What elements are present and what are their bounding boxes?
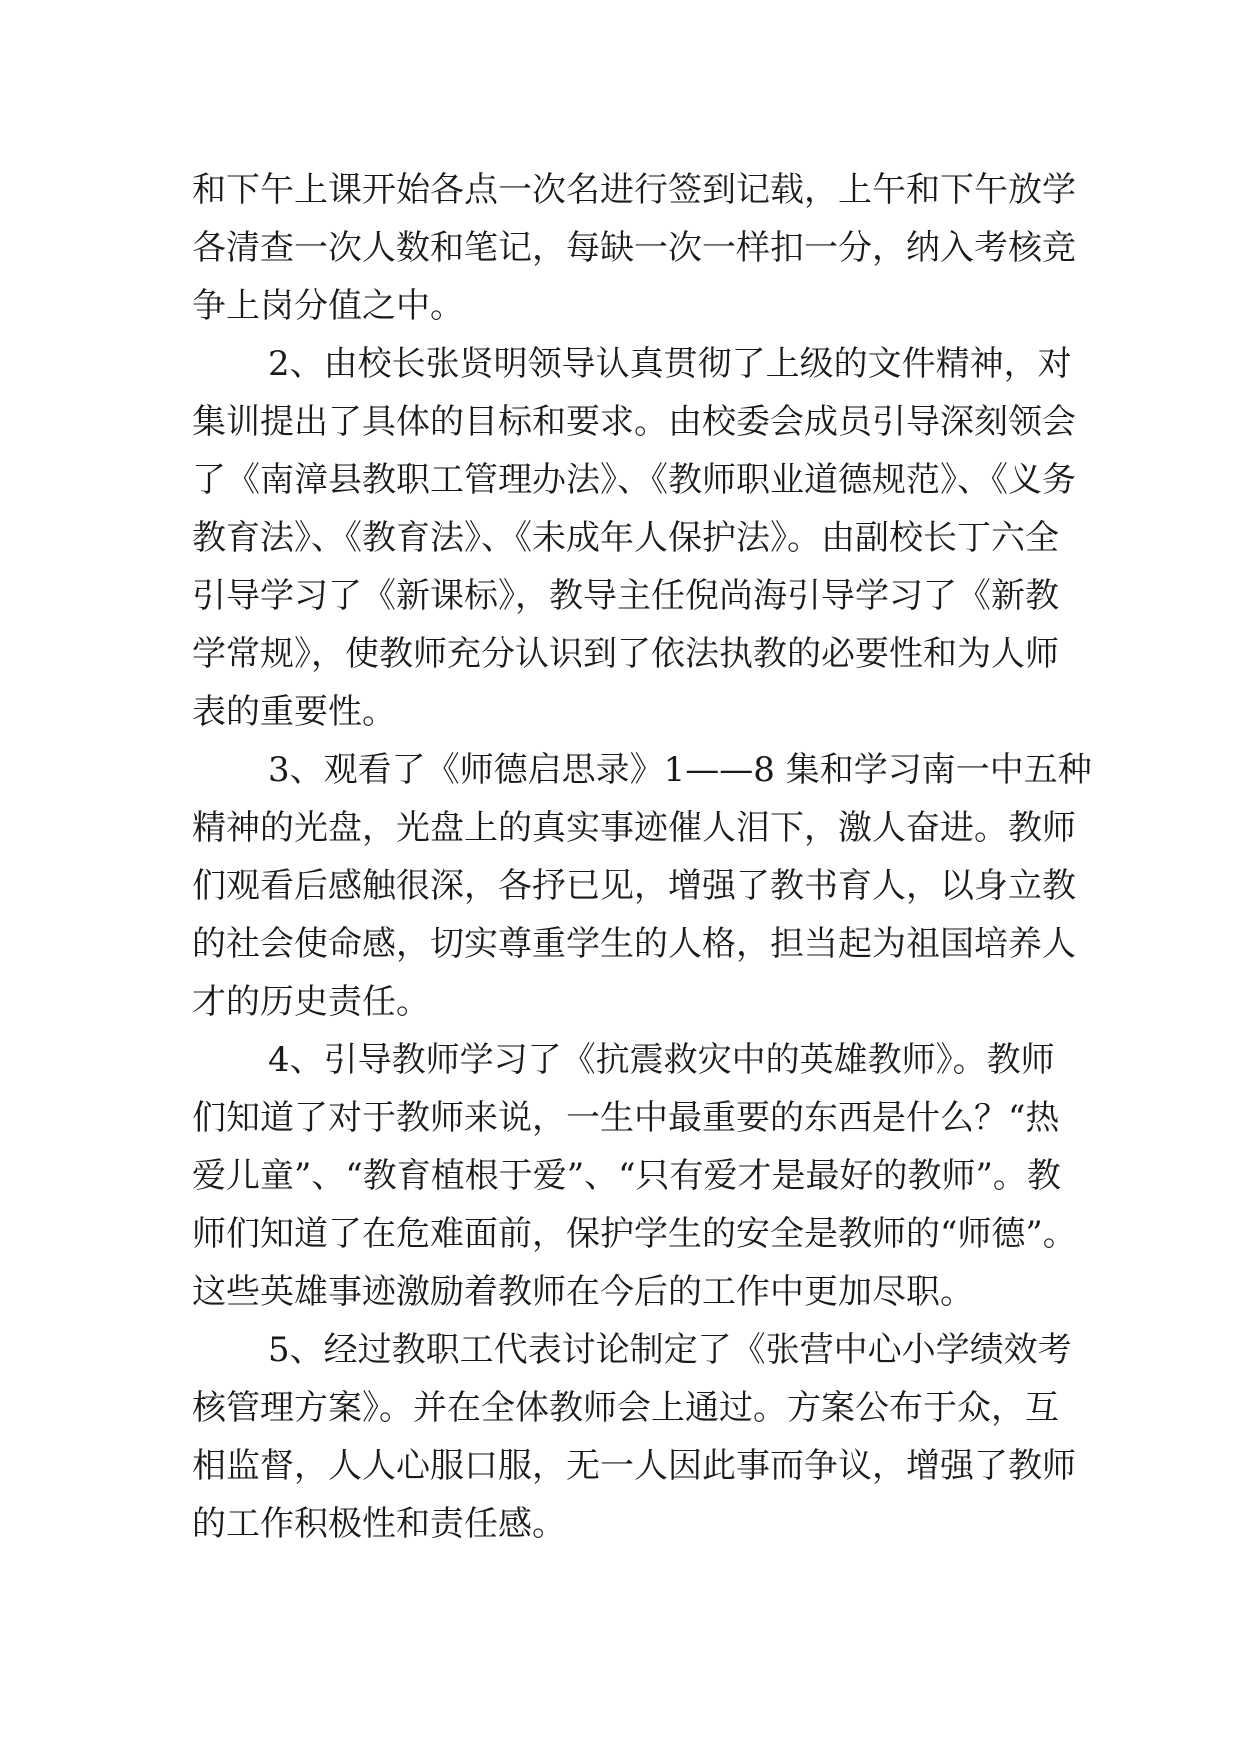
text-line: 的社会使命感，切实尊重学生的人格，担当起为祖国培养人 (192, 924, 1076, 964)
document-body (192, 161, 1092, 1553)
text-line: 争上岗分值之中。 (192, 286, 464, 326)
text-line: 师们知道了在危难面前，保护学生的安全是教师的“师德”。 (192, 1214, 1077, 1254)
paragraph-first-line: 5、经过教职工代表讨论制定了《张营中心小学绩效考 (268, 1330, 1072, 1370)
paragraph-first-line: 4、引导教师学习了《抗震救灾中的英雄教师》。教师 (268, 1040, 1055, 1080)
text-line: 们观看后感触很深，各抒已见，增强了教书育人，以身立教 (192, 866, 1076, 906)
text-line: 了《南漳县教职工管理办法》、《教师职业道德规范》、《义务 (192, 460, 1076, 500)
text-line: 相监督，人人心服口服，无一人因此事而争议，增强了教师 (192, 1446, 1076, 1486)
text-line: 学常规》，使教师充分认识到了依法执教的必要性和为人师 (192, 634, 1059, 674)
text-line: 各清查一次人数和笔记，每缺一次一样扣一分，纳入考核竞 (192, 228, 1076, 268)
text-line: 表的重要性。 (192, 692, 396, 732)
text-line: 才的历史责任。 (192, 982, 430, 1022)
text-line: 这些英雄事迹激励着教师在今后的工作中更加尽职。 (192, 1272, 974, 1312)
text-line: 教育法》、《教育法》、《未成年人保护法》。由副校长丁六全 (192, 518, 1059, 558)
text-line: 核管理方案》。并在全体教师会上通过。方案公布于众，互 (192, 1388, 1059, 1428)
text-line: 集训提出了具体的目标和要求。由校委会成员引导深刻领会 (192, 402, 1076, 442)
text-line: 爱儿童”、“教育植根于爱”、“只有爱才是最好的教师”。教 (192, 1156, 1061, 1196)
text-line: 们知道了对于教师来说，一生中最重要的东西是什么？“热 (192, 1098, 1060, 1138)
text-line: 引导学习了《新课标》，教导主任倪尚海引导学习了《新教 (192, 576, 1059, 616)
paragraph-first-line: 3、观看了《师德启思录》1——8 集和学习南一中五种 (268, 750, 1092, 790)
text-line: 精神的光盘，光盘上的真实事迹催人泪下，激人奋进。教师 (192, 808, 1076, 848)
text-line: 的工作积极性和责任感。 (192, 1504, 566, 1544)
text-line: 和下午上课开始各点一次名进行签到记载，上午和下午放学 (192, 170, 1076, 210)
paragraph-first-line: 2、由校长张贤明领导认真贯彻了上级的文件精神，对 (268, 344, 1072, 384)
